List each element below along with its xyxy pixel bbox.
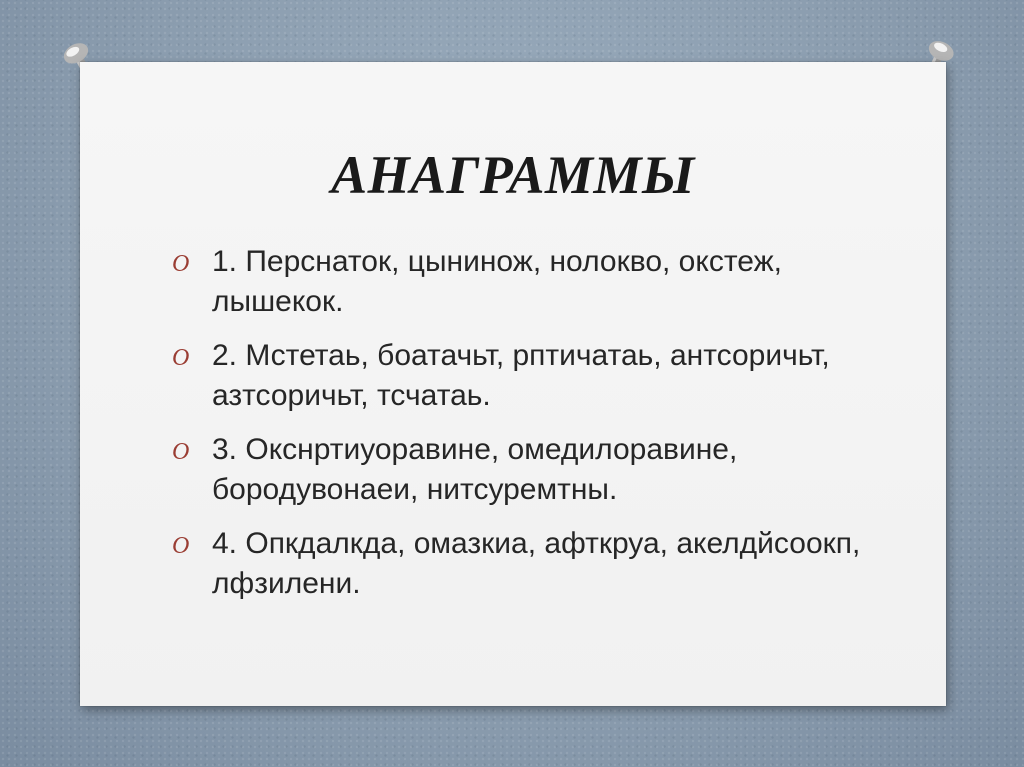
bullet-icon: O [172, 345, 190, 371]
anagram-list [172, 242, 872, 618]
slide-card [80, 62, 946, 706]
list-item [172, 430, 872, 510]
list-item-text: 3. Окснртиуоравине, омедилоравине, бородувонаеи, нитсуремтны. [212, 433, 738, 506]
slide-title: АНАГРАММЫ [331, 145, 695, 205]
bullet-icon: O [172, 439, 190, 465]
list-item [172, 336, 872, 416]
list-item-text: 1. Перснаток, цынинож, нолокво, окстеж, лышекок. [212, 245, 782, 318]
list-item-text: 2. Мстетаь, боатачьт, рптичатаь, антсоричьт, азтсоричьт, тсчатаь. [212, 339, 830, 412]
bullet-icon: O [172, 533, 190, 559]
list-item-text: 4. Опкдалкда, омазкиа, афткруа, акелдйсоокп, лфзилени. [212, 527, 861, 600]
list-item [172, 524, 872, 604]
bullet-icon: O [172, 251, 190, 277]
list-item [172, 242, 872, 322]
